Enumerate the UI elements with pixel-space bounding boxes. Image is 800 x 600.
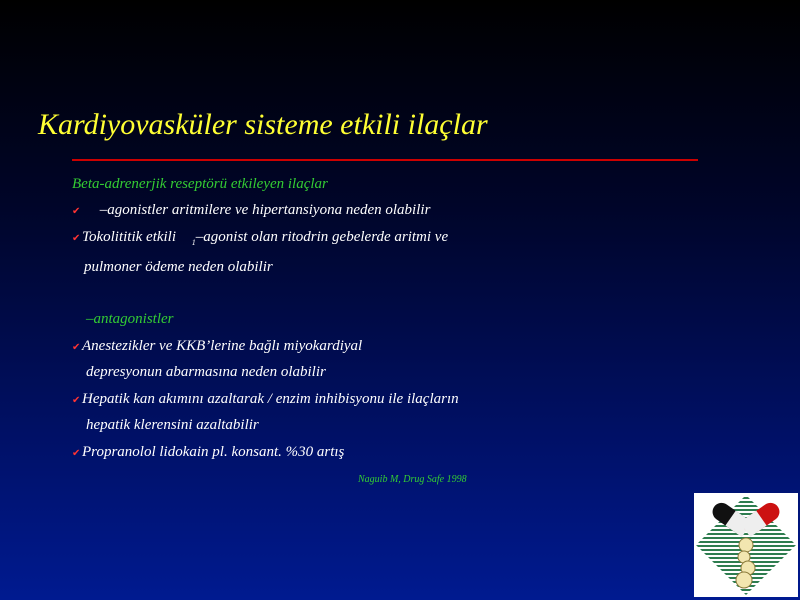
bullet-tocolytic xyxy=(72,229,448,247)
bullet-text-2: –agonist olan ritodrin gebelerde aritmi ve xyxy=(195,229,449,245)
section-heading-antagonists: –antagonistler xyxy=(86,311,174,327)
section-heading-beta: Beta-adrenerjik reseptörü etkileyen ilaçlar xyxy=(72,176,328,192)
bullet-agonists xyxy=(72,202,430,219)
bullet-hepatic xyxy=(72,391,459,408)
bullet-text: –agonistler aritmilere ve hipertansiyona neden olabilir xyxy=(99,202,431,218)
title-underline xyxy=(72,159,698,161)
check-icon: ✔ xyxy=(72,233,81,244)
check-icon: ✔ xyxy=(72,342,81,353)
bullet-text: Tokolititik etkili xyxy=(82,229,180,245)
bullet-tocolytic-continued: pulmoner ödeme neden olabilir xyxy=(84,259,273,275)
check-icon: ✔ xyxy=(72,448,81,459)
bullet-text: Anestezikler ve KKB’lerine bağlı miyokardiyal xyxy=(82,338,363,354)
bullet-anesthetics xyxy=(72,338,362,355)
slide-title: Kardiyovasküler sisteme etkili ilaçlar xyxy=(38,108,488,141)
citation: Naguib M, Drug Safe 1998 xyxy=(358,474,467,485)
bullet-text: Hepatik kan akımını azaltarak / enzim inhibisyonu ile ilaçların xyxy=(82,391,459,407)
pharmacy-logo-icon xyxy=(694,493,798,597)
check-icon: ✔ xyxy=(72,206,81,217)
subscript: 1 xyxy=(191,238,196,247)
bullet-anesthetics-continued: depresyonun abarmasına neden olabilir xyxy=(86,364,326,380)
check-icon: ✔ xyxy=(72,395,81,406)
bullet-propranolol xyxy=(72,444,344,461)
bullet-hepatic-continued: hepatik klerensini azaltabilir xyxy=(86,417,259,433)
bullet-text: Propranolol lidokain pl. konsant. %30 artış xyxy=(82,444,345,460)
